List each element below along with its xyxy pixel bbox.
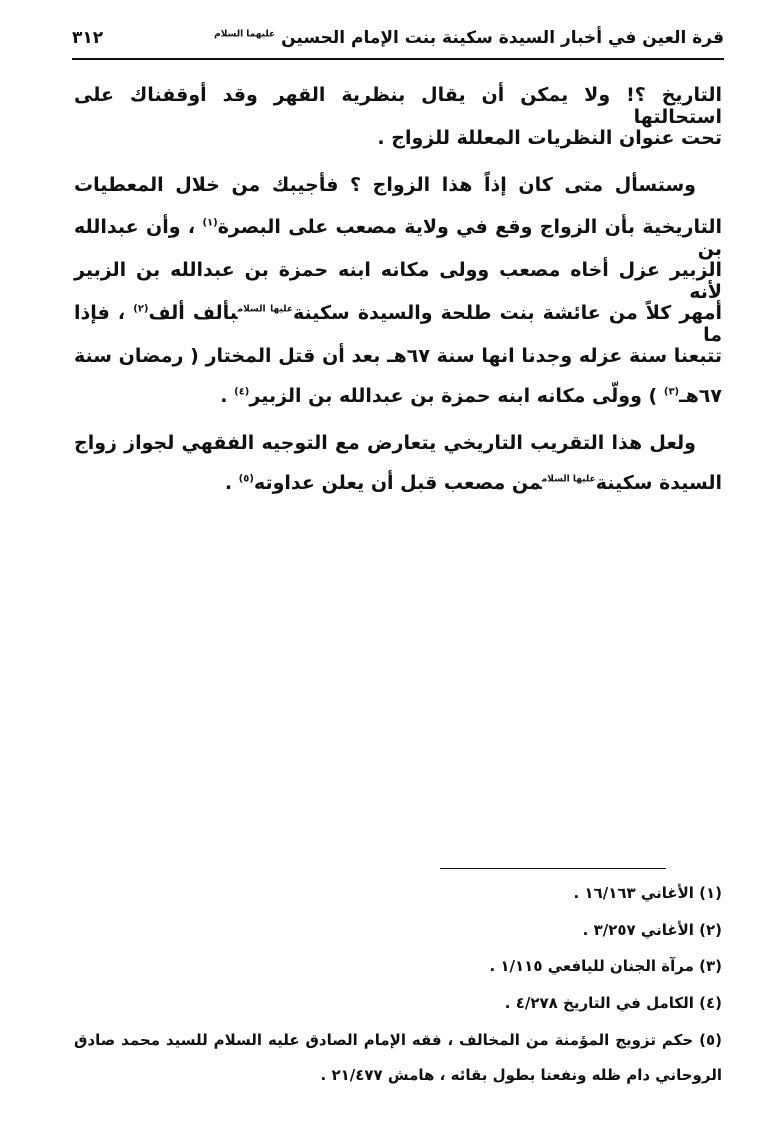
- body-line: ولعل هذا التقريب التاريخي يتعارض مع التوجيه الفقهي لجواز زواج: [74, 432, 696, 454]
- body-line: الزبير عزل أخاه مصعب وولى مكانه ابنه حمزة بن عبدالله بن الزبير لأنه: [74, 259, 722, 303]
- text: بألف ألف: [148, 302, 238, 324]
- footnote-separator: [440, 868, 666, 869]
- text: من مصعب قبل أن يعلن عداوته: [253, 472, 542, 494]
- footnote-ref[interactable]: (٤): [234, 386, 250, 398]
- text: أمهر كلاً من عائشة بنت طلحة والسيدة سكينة: [292, 302, 723, 324]
- text: ٦٧هـ: [679, 385, 722, 407]
- text: .: [224, 472, 233, 494]
- footnote: (٥) حكم تزويج المؤمنة من المخالف ، فقه الإمام الصادق عليه السلام للسيد محمد صادق: [74, 1031, 722, 1049]
- footnote-ref[interactable]: (١): [202, 217, 218, 229]
- footnote: (٤) الكامل في التاريخ ٤/٢٧٨ .: [504, 994, 722, 1012]
- header-rule: [72, 58, 724, 60]
- text: ) وولّى مكانه ابنه حمزة بن عبدالله بن الزبير: [249, 385, 658, 407]
- page-number: ٣١٢: [72, 28, 104, 48]
- body-line: [74, 216, 722, 260]
- honorific: عليها السلام: [541, 474, 596, 485]
- text: التاريخية بأن الزواج وقع في ولاية مصعب على البصرة: [217, 216, 722, 238]
- footnote: (١) الأغاني ١٦/١٦٣ .: [573, 884, 722, 902]
- text: السيدة سكينة: [595, 472, 722, 494]
- footnote-ref[interactable]: (٢): [133, 303, 149, 315]
- text: ، فإذا ما: [74, 302, 722, 346]
- honorific: عليها السلام: [237, 304, 293, 315]
- running-header: [72, 28, 724, 56]
- honorific: عليهما السلام: [214, 29, 276, 40]
- body-line: وستسأل متى كان إذاً هذا الزواج ؟ فأجيبك من خلال المعطيات: [74, 174, 696, 196]
- book-title: [214, 28, 724, 48]
- body-line: [74, 472, 722, 494]
- footnote: (٣) مرآة الجنان لليافعي ١/١١٥ .: [489, 957, 722, 975]
- footnote: (٢) الأغاني ٣/٢٥٧ .: [582, 921, 722, 939]
- footnote-ref[interactable]: (٥): [238, 473, 254, 485]
- footnote-ref[interactable]: (٣): [663, 386, 680, 398]
- footnote: الروحاني دام ظله ونفعنا بطول بقائه ، هامش ٢١/٤٧٧ .: [320, 1066, 722, 1084]
- book-title-text: قرة العين في أخبار السيدة سكينة بنت الإمام الحسين: [281, 28, 724, 48]
- body-line: التاريخ ؟! ولا يمكن أن يقال بنظرية القهر وقد أوقفناك على استحالتها: [74, 84, 722, 128]
- text: .: [220, 385, 228, 407]
- body-line: تحت عنوان النظريات المعللة للزواج .: [377, 127, 722, 149]
- text: ، وأن عبدالله بن: [74, 216, 722, 260]
- body-line: [74, 302, 723, 346]
- body-line: تتبعنا سنة عزله وجدنا انها سنة ٦٧هـ بعد أن قتل المختار ( رمضان سنة: [74, 345, 722, 367]
- body-line: [74, 385, 722, 407]
